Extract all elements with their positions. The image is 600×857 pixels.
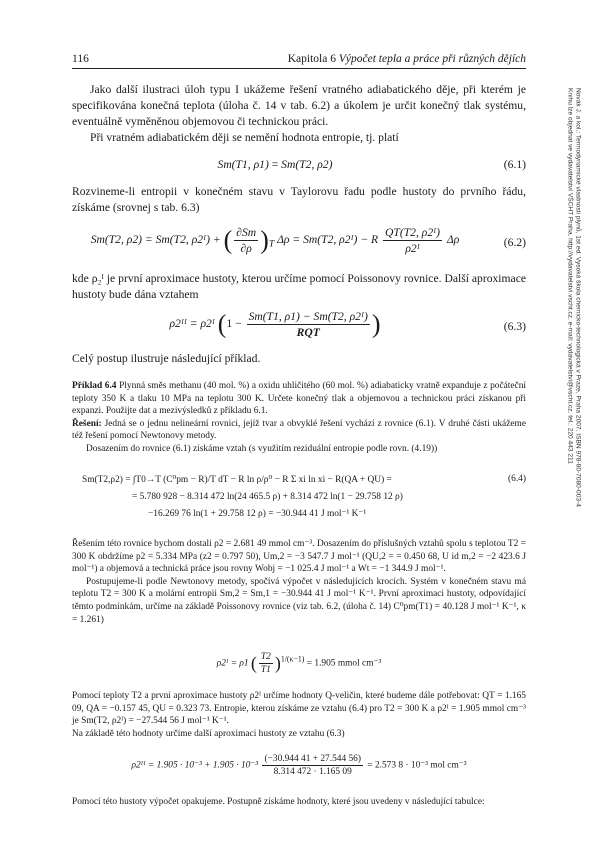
chapter-title: Výpočet tepla a práce při různých dějích bbox=[338, 53, 526, 65]
side-note-line-2: Knihu lze objednat ve vydavatelství VŠCHT Praha, http://vydavatelstvi.vscht.cz, e-mail: vydavatelstvi@vscht.cz, tel.: 220 443 211 bbox=[566, 88, 573, 464]
equation-6-3: ρ2ᴵᴵ = ρ2ᴵ (1 − $\frac{\text{Sm(T1, ρ1) − Sm(T2, ρ2ᴵ)}}{\text{RQT}}$ ) (6.3) bbox=[169, 309, 526, 339]
equation-number: (6.3) bbox=[503, 320, 526, 333]
header-rule bbox=[72, 68, 526, 69]
poisson-equation: ρ2ᴵ = ρ1 ( $\frac{T2}{T1}$ )$^{1/(\kappa-1)}$ = 1.905 mmol cm⁻³ bbox=[216, 652, 382, 675]
intro-paragraph-2: Při vratném adiabatickém ději se nemění hodnota entropie, tj. platí bbox=[90, 131, 399, 144]
side-note bbox=[549, 88, 597, 698]
q-values-paragraph: Pomocí teploty T2 a první aproximace hustoty ρ2ᴵ určíme hodnoty Q-veličin, které budeme dále potřebovat: QT = 1.165 09, QA = −0.157 45, QU = 0.323 73. Entropie, kterou získáme ze vztahu (6.4) pro T2 = 300 K a ρ2ᴵ = 1.905 mmol cm⁻³ je Sm(T2, ρ2ᴵ) = −27.544 56 J mol⁻¹ K⁻¹. Na základě této hodnoty určíme další aproximaci hustoty ze vztahu (6.3) bbox=[72, 691, 526, 739]
example-statement: Příklad 6.4 Plynná směs methanu (40 mol. %) a oxidu uhličitého (60 mol. %) adiabaticky vratně expanduje z počáteční teploty 350 K a tlaku 10 MPa na teplotu 300 K. Určete konečný tlak a objemovou a technickou práci získanou při expanzi. Použijte dat a mezivýsledků z příkladu 6.1. Řešení: Jedná se o jednu nelineární rovnici, jejíž tvar a obvyklé řešení vychází z rovnice (6.1). V druhé části ukážeme též řešení pomocí Newtonovy metody. Dosazením do rovnice (6.1) získáme vztah (s využitím reziduální entropie podle rovn. (4.19)) bbox=[72, 381, 527, 454]
equation-6-1: Sm(T1, ρ1) = Sm(T2, ρ2) (6.1) bbox=[217, 158, 526, 171]
chapter-label: Kapitola 6 bbox=[287, 53, 336, 65]
closing-paragraph: Pomocí této hustoty výpočet opakujeme. Postupně získáme hodnoty, které jsou uvedeny v následující tabulce: bbox=[72, 797, 485, 807]
example-result: Řešením této rovnice bychom dostali ρ2 = 2.681 49 mmol cm⁻³. Dosazením do příslušných vztahů spolu s teplotou T2 = 300 K obdržíme p2 = 5.334 MPa (z2 = 0.797 50), Um,2 = −3 547.7 J mol⁻¹ (QU,2 = = 0.450 68, U id m,2 = −2 423.6 J mol⁻¹) a objemová a technická práce jsou rovny Wobj = −1 025.4 J mol⁻¹ a Wt = −1 344.9 J mol⁻¹. Postupujeme-li podle Newtonovy metody, spočívá výpočet v následujících krocích. Systém v konečném stavu má teplotu T2 = 300 K a molární entropii Sm,2 = Sm,1 = −30.944 41 J mol⁻¹ K⁻¹. První aproximaci hustoty, odpovídající těmto podmínkám, určíme na základě Poissonovy rovnice (viz tab. 6.2, (úloha č. 14) C⁰pm(T1) = 40.128 J mol⁻¹ K⁻¹, κ = 1.261) bbox=[72, 539, 526, 625]
intro-paragraph-4: kde ρ₂ᴵ je první aproximace hustoty, kterou určíme pomocí Poissonovy rovnice. Další aproximace hustoty bude dána vztahem bbox=[72, 272, 526, 302]
intro-paragraph-3: Rozvineme-li entropii v konečném stavu v Taylorovu řadu podle hustoty do prvního řádu, získáme (srovnej s tab. 6.3) bbox=[72, 185, 526, 215]
side-note-line-1: Novák J. a kol.: Termodynamické vlastnosti plynů, 1st ed. Vysoká škola chemicko-technologická v Praze, Praha 2007. ISBN 978-80-7080-003-4 bbox=[574, 88, 582, 507]
equation-6-2: Sm(T2, ρ2) = Sm(T2, ρ2ᴵ) + ( $\frac{\partial Sm}{\partial\rho}$ )$_T$ Δρ = Sm(T2, ρ2ᴵ) − R $\frac{\text{QT(T2, ρ2ᴵ)}}{\text{ρ2ᴵ}}$ Δρ (6.2) bbox=[90, 225, 526, 255]
equation-number: (6.1) bbox=[503, 158, 526, 171]
page-number: 116 bbox=[72, 53, 89, 65]
equation-6-4: Sm(T2,ρ2) = ∫T0→T (C⁰pm − R)/T dT − R ln ρ/ρ⁰ − R Σ xi ln xi − R(QA + QU) = = 5.780 928 − 8.314 472 ln(24 465.5 ρ) + 8.314 472 ln(1 − 29.758 12 ρ) −16.269 76 ln(1 + 29.758 12 ρ) = −30.944 41 J mol⁻¹ K⁻¹ (6.4) bbox=[82, 474, 526, 519]
equation-number: (6.4) bbox=[508, 474, 526, 484]
running-header bbox=[288, 53, 526, 65]
intro-paragraph-5: Celý postup ilustruje následující příklad. bbox=[72, 352, 261, 365]
equation-number: (6.2) bbox=[503, 236, 526, 249]
approximation-equation: ρ2ᴵᴵ = 1.905 · 10⁻³ + 1.905 · 10⁻³ $\frac{(-30.944 41 + 27.544 56)}{8.314 472 \cdot 1.165 09}$ = 2.573 8 · 10⁻³ mol cm⁻³ bbox=[131, 754, 467, 777]
solution-label: Řešení: bbox=[72, 418, 102, 429]
example-title: Příklad 6.4 bbox=[72, 381, 117, 391]
intro-paragraph-1: Jako další ilustraci úloh typu I ukážeme řešení vratného adiabatického děje, při kterém je specifikována konečná teplota (úloha č. 14 v tab. 6.2) a úkolem je určit konečný tlak systému, eventuálně vyměněnou objemovou či technickou práci. bbox=[72, 83, 526, 129]
